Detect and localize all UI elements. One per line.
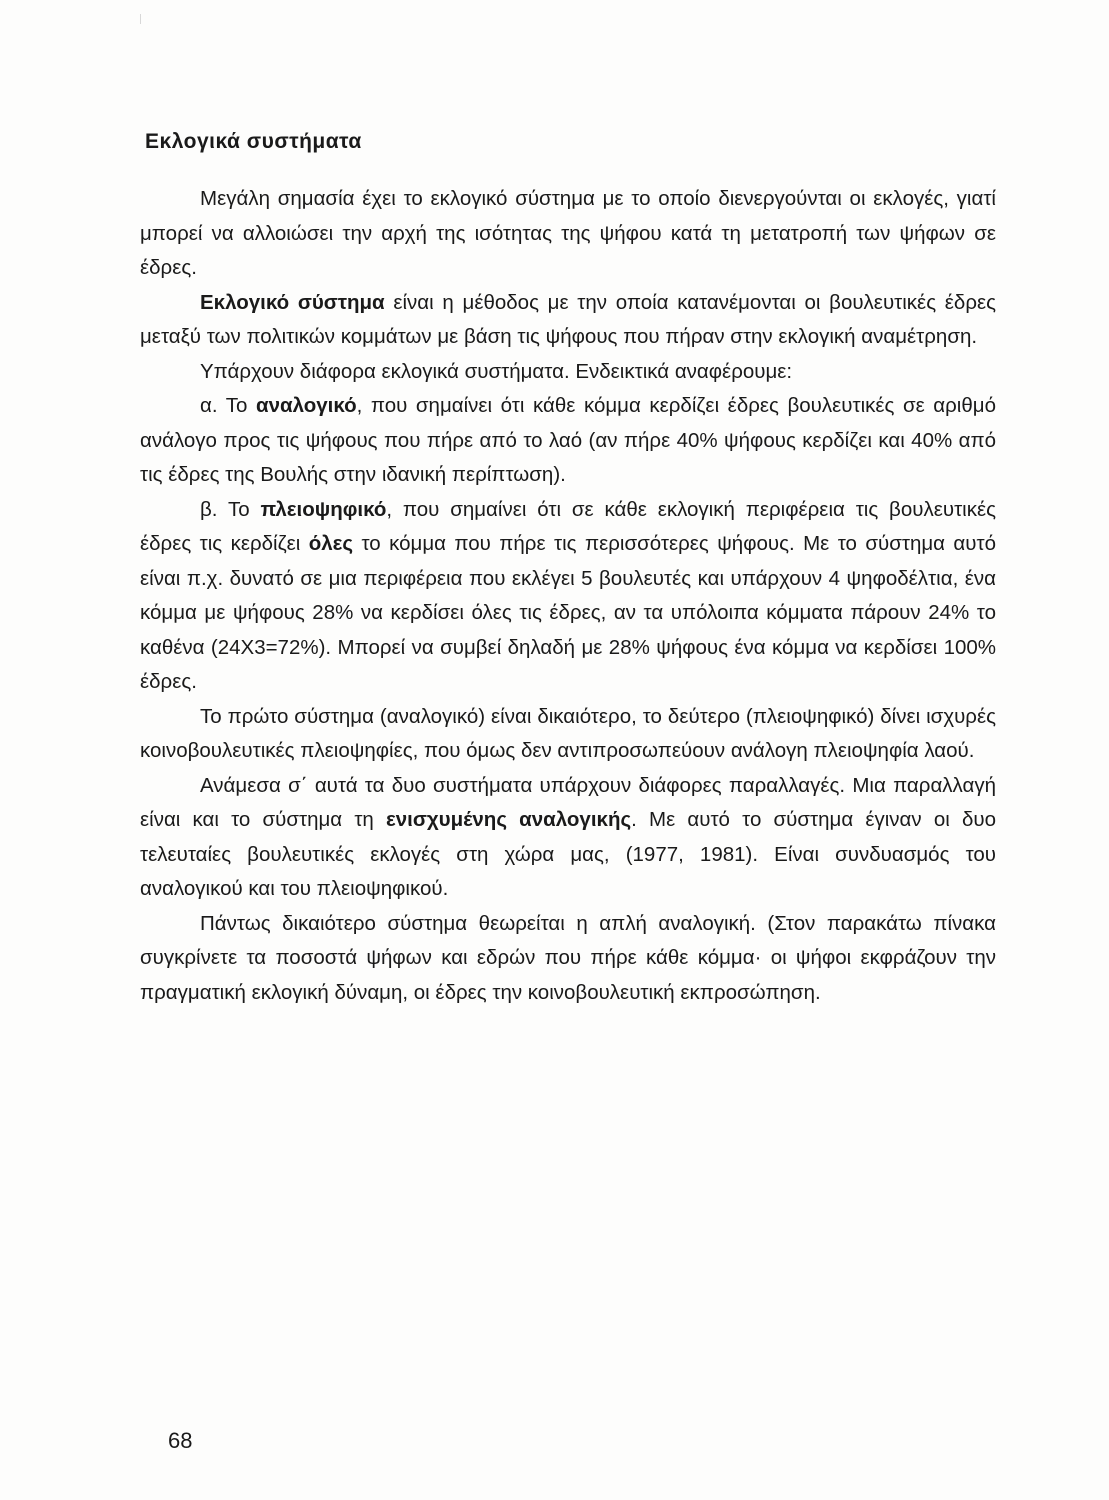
bold-term: αναλογικό bbox=[255, 394, 357, 417]
text-segment: β. Το bbox=[200, 497, 261, 521]
scan-mark bbox=[140, 14, 141, 24]
paragraph bbox=[140, 389, 996, 493]
bold-term: όλες bbox=[308, 532, 354, 555]
text-segment: Υπάρχουν διάφορα εκλογικά συστήματα. Ενδεικτικά αναφέρουμε: bbox=[200, 359, 793, 383]
text-segment: το κόμμα που πήρε τις περισσότερες ψήφους. Με το σύστημα αυτό είναι π.χ. δυνατό σε μια περιφέρεια που εκλέγει 5 βουλευτές και υπάρχουν 4 ψηφοδέλτια, ένα κόμμα με ψήφους 28% να κερδίσει όλες τις έδρες, αν τα υπόλοιπα κόμματα πάρουν 24% το καθένα (24Χ3=72%). Μπορεί να συμβεί δηλαδή με 28% ψήφους ένα κόμμα να κερδίσει 100% έδρες. bbox=[140, 532, 996, 693]
section-title: Εκλογικά συστήματα bbox=[145, 130, 362, 153]
text-segment: Ανάμεσα σ΄ αυτά τα δυο συστήματα υπάρχουν διάφορες παραλλαγές. Μια παραλλαγή είναι και το σύστημα τη bbox=[140, 773, 996, 831]
text-segment: είναι η μέθοδος με την οποία κατανέμονται οι βουλευτικές έδρες μεταξύ των πολιτικών κομμάτων με βάση τις ψήφους που πήραν στην εκλογική αναμέτρηση. bbox=[140, 290, 997, 348]
text-segment: Το πρώτο σύστημα (αναλογικό) είναι δικαιότερο, το δεύτερο (πλειοψηφικό) δίνει ισχυρές κοινοβουλευτικές πλειοψηφίες, που όμως δεν αντιπροσωπεύουν ανάλογη πλειοψηφία λαού. bbox=[140, 704, 996, 762]
bold-term: Εκλογικό σύστημα bbox=[200, 290, 385, 314]
paragraph bbox=[140, 182, 996, 286]
paragraph bbox=[140, 769, 996, 907]
bold-term: ενισχυμένης αναλογικής bbox=[386, 808, 632, 831]
text-segment: , που σημαίνει ότι κάθε κόμμα κερδίζει έδρες βουλευτικές σε αριθμό ανάλογο προς τις ψήφους που πήρε από το λαό (αν πήρε 40% ψήφους κερδίζει και 40% από τις έδρες της Βουλής στην ιδανική περίπτωση). bbox=[140, 394, 996, 486]
paragraph bbox=[140, 286, 996, 355]
bold-term: πλειοψηφικό bbox=[260, 497, 387, 521]
text-segment: α. Το bbox=[200, 394, 256, 417]
paragraph bbox=[140, 355, 996, 390]
page-number: 68 bbox=[168, 1428, 193, 1453]
paragraph bbox=[140, 493, 996, 700]
text-segment: Πάντως δικαιότερο σύστημα θεωρείται η απλή αναλογική. (Στον παρακάτω πίνακα συγκρίνετε τα ποσοστά ψήφων και εδρών που πήρε κάθε κόμμα· οι ψήφοι εκφράζουν την πραγματική εκλογική δύναμη, οι έδρες την κοινοβουλευτική εκπροσώπηση. bbox=[140, 911, 996, 1004]
text-segment: Μεγάλη σημασία έχει το εκλογικό σύστημα με το οποίο διενεργούνται οι εκλογές, γιατί μπορεί να αλλοιώσει την αρχή της ισότητας της ψήφου κατά τη μετατροπή των ψήφων σε έδρες. bbox=[140, 187, 996, 279]
paragraph bbox=[140, 907, 996, 1011]
text-segment: . Με αυτό το σύστημα έγιναν οι δυο τελευταίες βουλευτικές εκλογές στη χώρα μας, (1977, 1981). Είναι συνδυασμός του αναλογικού και του πλειοψηφικού. bbox=[140, 808, 996, 900]
body-text bbox=[140, 182, 996, 1010]
paragraph bbox=[140, 700, 996, 769]
text-segment: , που σημαίνει ότι σε κάθε εκλογική περιφέρεια τις βουλευτικές έδρες τις κερδίζει bbox=[140, 497, 996, 555]
